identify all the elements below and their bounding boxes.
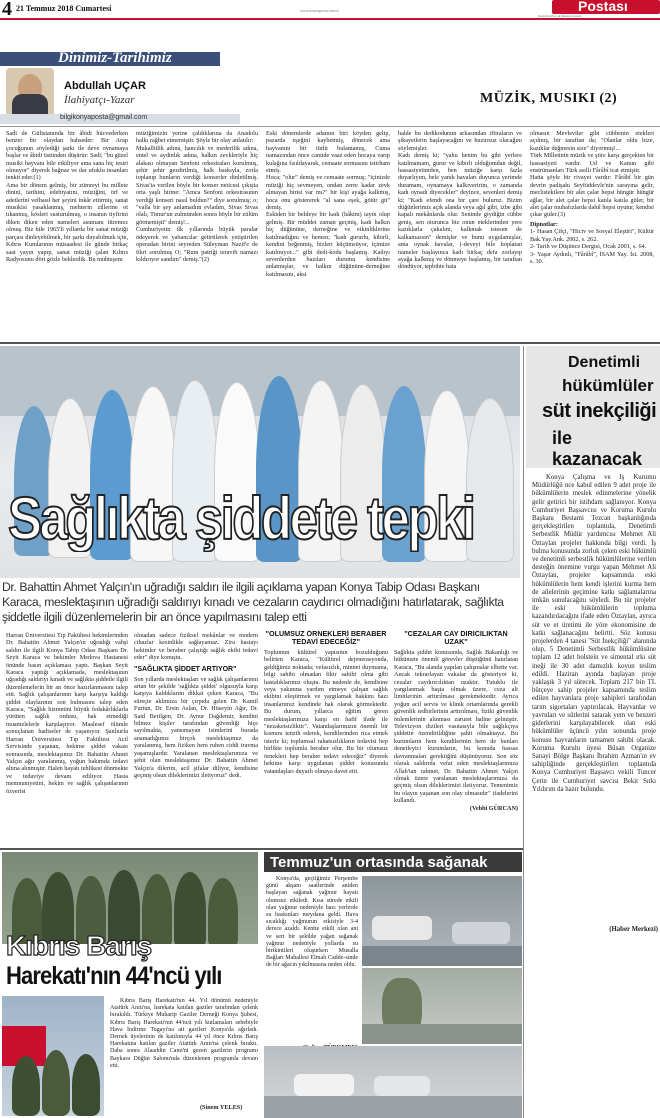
prison-byline: (Haber Merkezi): [609, 926, 658, 933]
brand-name: Postası: [578, 0, 628, 14]
column-text-1: Sadi de Gülistanında bir âbidi hücvederken benzer bir olaydan bahseder: Bir Arap çocuğunun söylediği şarkı ile deve oynamaya başlar ve âbidi üstünden düşürür: Sadi; "bu güzel musiki hayvanı bile etkiliyor ama sana hiç tesiri olmuyor" diyerek bağnaz ve dar ufuklu insanları tenkit eder.(1) Ama bir dönem gelmiş, bir zümreyi bu millete dinini, tarihini, edebiyatını, müziğini, örf ve adetlerini velhasıl her şeyini inkâr ettirmiş, sanat musikisi yasaklanmış, mehterin zillerine ot tıkanmış, kösleri susturulmuş, o insanın tiyfirini diken diken eden nameleri asumanı titremez olmuş. Biz bile 1965'li yıllarda bir sanat müziği parçası dinleyebilmek, bir şarkı duyabilmek için, Kıbrıs Kumlarının müsaadesi ile günde birkaç saat yayın yapıp, sanat müziği çalan Kıbrıs Radyosunu dört gözle beklerdik. Bu muhteşem: [6, 130, 128, 263]
header-date: 21 Temmuz 2018 Cumartesi: [16, 4, 112, 13]
health-col4: [394, 630, 518, 846]
author-email[interactable]: bilgikonyaposta@gmail.com: [60, 114, 148, 121]
brand-prefix: Konya'nın En Çok Okunan Gazetesi: [538, 14, 582, 18]
column-text-3: Eski dönemlerde adamın biri köyden gelip, pazarda eşeğini kaybetmiş, dönecek ama hayvanını bir türlü bulamamış, Cuma namazından önce camide vaaz eden hocaya varıp kulağına fısıldayarak, cemaate sormasını istirham etmiş. Hoca; "olur" demiş ve cemaate sormuş; "içinizde müziği hiç sevmeyen, ondan zerre kadar zevk almayan birisi var mı?" bir kişi ayağa kalkmış, hoca onu göstererek "al sana eşek, götür git" demiş. Eskiden bir beldeye bir kadı (hâkim) tayin olup gelmiş. Bir müddet zaman geçmiş, kadı halkın hiç düğününe, derneğine ve etkinliklerine katılmadığını ve hemen; "kadı gururlu, kibirli, kendini beğenmiş, bizleri küçümsüyor, içimize katılmıyor..." gibi dedi-kodu başlamış. Kadıyı sevenlerden bazıları durumu kendisine anlatmışlar, ve halkın düğününe-derneğine katılmasını, aksi: [266, 130, 390, 278]
source-item: 1- Hasan Çifçi, "Hiciv ve Sosyal Eleştiri", Kültür Bak.Yay.Ank. 2002, s. 262.: [530, 228, 654, 243]
rain-text: Konya'da, geçtiğimiz Perşembe günü akşam saatlerinde aniden başlayan sağanak yağmur hayatı olumsuz etkiledi. Kısa sürede etkili olan yağmur nedeniyle bazı yerlerde su baskınları meydana geldi. Hava sıcaklığı yağmurun etkisiyle 3-4 derece azaldı. Kentte etkili olan ani ve sert bir şekilde yağan sağanak yağmur nedeniyle yollarda su birikintileri oluşurken Musalla Bağları Mahallesi Elmalı Cadde-sinde de bir ağacın yıkılmasına neden oldu.: [266, 876, 358, 969]
prison-headline-2: hükümlüler: [562, 376, 654, 395]
rain-headline: Temmuz'un ortasında sağanak: [270, 854, 488, 871]
rain-photo-3: [264, 1046, 522, 1118]
health-text-1: Harran Üniversitesi Tıp Fakültesi hekimlerinden Dr. Bahattin Ahmet Yalçın'ın uğradığı vahşi saldırı ile ilgili Konya Tabip Odası Başkanı Dr. Seyit Karaca ve hekimler Medova Hastanesi önünde basın açıklaması yaptı. Başkan Seyit Karaca yaptığı açıklamada, meslektaşının uğradığı saldırıyı kınadı ve sağlıkta şiddetle ilgili düzenlemelerin bir an önce hazırlanmasını talep etti. Sağlık çalışanlarının karşı karşıya kaldığı şiddet olaylarının son bulmasını talep eden Karaca, "Sağlık hizmetini büyük fedakârlıklarla yürüten sağlık ordusu, hak etmediği muamelelerle karşılaşıyor. Maalesef ölümle sonuçlanan hadiseler de yaşanıyor. Şanlıurfa Harran Üniversitesi Tıp Fakültesi Acil Servisinde yaşanan, hekime şiddet vakası sonrasında, meslektaşımız Dr. Bahattin Ahmet Yalçın ağır yaralanmış, yoğun bakımda tedavi altına alınmıştır. Halen hayatı tehlikesi dönmekte ve tedaviye devam ediliyor. Hasta memnuniyetini, hekim ve sağlık çalışanlarının özverisi: [6, 632, 128, 795]
author-photo: [6, 68, 54, 116]
column-section-title: Dinimiz-Tarihimiz: [58, 50, 172, 66]
column-text-2: müziğimizin yerine çaldıklarına da Anadolu halkı rağbet etmemiştir. Şöyle bir olay anlatılır: Mukallitlik adına, hancılık ve mederilik adına, entel ve aydınlık adına, halkın zevkleriyle hiç alakası olmayan Senfoni orkestraları kurulmuş, şehir şehir gezdirilmiş, halk baskıyla, zorla toplanıp bunların verdiği konserler dinletilmiş. Sivas'ta verilen böyle bir konser neticesi çıkışta orta yaşlı birine: "Amca Senfoni orkestrasının verdiği konseri nasıl buldun?" diye sorulmuş; o; "valla bir şey anlamadım evladım, Sivas Sivas olalı, Timur'un zulmünden sonra böyle bir zülüm görmemişti" demiş!... Cumhuriyetin ilk yıllarında büyük paralar ödeyerek ve yabancılar getirtilerek yetiştirilen operadan birini seyreden Süleyman Nazif'e de fikri sorulmuş O; "Rum patriği teravih namazı kıldırıyor sandım" demiş."(2): [136, 130, 258, 263]
prison-headline-3: süt inekçiliği: [542, 400, 657, 422]
health-text-3: Toplumun kültürel yapısının bozulduğunu belirten Karaca, "Kültürel dejenerasyonda, geldiğimiz noktada; vefasızlık, minnet duymama, bilgi sahibi olmadan fikir sahibi olma gibi hastalıklarımız oluştu. Bu nedenle de, kendisine veya yakınına yardım etmeye çalışan sağlık ekibini eleştirmek ve yargılamak hakkını bazı insanlarımız kendinde hak olarak görmektedir. Bu durum, yıllarca eğitim gören meslektaşlarımıza karşı en hafif ifade ile "nezaketsizliktir". Vatandaşlarımızın önemli bir kısmını tenzih ederek, kendilerinden rica etmek isteriz ki; toplumsal rahatsızlıkların tedavisi hep birlikte toplumla beraber olur. Bu bir olumsuz örnekleri hep beraber tedavi edeceğiz" diyerek hekime karşı uygulanan şiddet konusunda vatandaşları duyarlı olmaya davet etti.: [264, 649, 388, 775]
cyprus-photo-bottom: [2, 996, 104, 1116]
column-text-5: olmasın Mevleviler gibi cübbenin etekleri açılmış, bir taraftan da; "Olanlar oldu bize, kazıklar değmesin size" diyormuş!... Türk Milletinin müzik ve şiire karşı gerçekten bir hassasiyeti vardır. Ud ve Kanun gibi enstrümanları Türk asıllı Fârâbî icat etmiştir. Hatta şöyle bir rivayet vardır: Fârâbî bir gün devrin padişahı Seyfüddevle'nin sarayına gelir, meclistekilere bir alet çalar hepsi hüngür hüngür ağlar, bir alet çalar hepsi katıla katıla güler, bir alet çalar muhafızlarda dahil hepsi uyutur, kendisi çıkar gider.(3): [530, 130, 654, 219]
health-subhead-2: "OLUMSUZ ÖRNEKLERİ BERABER TEDAVİ EDECEĞİZ": [265, 630, 387, 646]
page-header: [0, 0, 660, 20]
header-url: www.konyaposta.com.tr: [300, 8, 339, 13]
page-number: 4: [2, 0, 12, 20]
column-col5: [530, 130, 654, 338]
cyprus-headline-2: Harekatı'nın 44'ncü yılı: [6, 962, 222, 990]
cyprus-text: Kıbrıs Barış Harekatı'nın 44. Yıl dönümü nedeniyle Atatürk Anıtı'na, harekata katılan gaziler tarafından çelenk bırakıldı. Türkiye Muharip Gaziler Derneği Konya Şubesi, Kıbrıs Barış Harekatı'nın 44'ncü yılı kutlamaları sebebiyle Hava İndirme Tugayı'na ait gazileri Konya'da ağırladı. Dernek üyelerinin de katılımıyla 44 yıl önce Kıbrıs Barış Harekatına katılan gaziler Atatürk Anıtı'na çelenk bıraktı. Daha sonra Alaaddin Cami'ni gezen gazilerin programı Baykara Düğün Salonu'nda düzenlenen programla devam etti.: [110, 998, 258, 1069]
column-text-4: halde bu dedikodunun arkasından iftiraların ve şikayetlerin başlayacağını ve huzursuz olacağını söylemişler. Kadı demiş ki; "yahu benim bu gibi yerlere katılmamam, gurur ve kibirli olduğumdan değil, hassasiyetimden, ben müziğe karşı fazla duyarlıyım, hele yanık havaları duyunca yerimde duramam, oynamaya kalkıveririm, o zamanda kadı oynadı diyecekler" deyince, sevenleri demiş ki; "Kadı efendi ona bir çare buluruz. Bizim düğünlerimiz açık alanda veya ağıl gibi, izbe gibi kapalı mekânlarda olur. Seninde giydiğin cübbe geniş, sen oturunca biz onun eteklerinden yere kazıklarla çakalım, kalkmak istesen de kalkamazsın" demişler ve bunu uygulamışlar, ama oynak havalar, (-deveyi bile hoplatan nameler başlayınca kadı birkaç defa zorlayıp ayağa kalkmış ve dönmeye başlamış, bir taraftan döndüyor, tepbihte hata: [398, 130, 522, 271]
cyprus-headline-1: Kıbrıs Barış: [6, 930, 152, 961]
health-col2: [134, 632, 258, 846]
rain-photo-2: [362, 968, 522, 1044]
sources-title: Dipnotlar:: [530, 220, 558, 228]
cyprus-byline: (Sinem YELES): [200, 1104, 243, 1111]
column-headline: MÜZİK, MUSIKI (2): [480, 91, 618, 106]
health-subhead-1: "SAĞLIKTA ŞİDDET ARTIYOR": [134, 665, 237, 673]
health-deck: Dr. Bahattin Ahmet Yalçın'ın uğradığı saldırı ile ilgili açıklama yapan Konya Tabip Odası Başkanı Karaca, meslektaşının uğradığı saldırıyı kınadı ve cezaların caydırıcı olmadığını hatırlatarak, sağlıkta şiddetle ilgili düzenlemelerin bir an önce yapılmasını talep etti: [2, 580, 504, 624]
health-byline: (Vehbi GÜRCAN): [469, 804, 518, 812]
prison-text: Konya Çalışma ve İş Kurumu Müdürlüğü nce kabul edilen 9 adet proje ile hükümlülerin meslek edinmelerine yönelik gelir getirici bir istihdam sağlanıyor. Konya Cumhuriyet Başsavcısı ve Koruma Kurulu Başkanı Bestami Tezcan başkanlığında gerçekleştirilen toplantıda, Denetimli Serbestlik Müdür yardımcısı Mehmet Ali Öztaylan projeler hakkında bilgi verdi. İş bulma konusunda zorluk çeken eski hükümlü ve denetimli serbestlik hükümlülerine verilen desteğin önemine vurgu yapan Mehmet Ali Öztaylan, projeler kapsamında eski hükümlülerin hem kendi işlerini kurma hem de ailelerinin geçimine katkı sağlamalarına imkân sunulacağını söyledi. Bu tür projeler ile eski hükümlülerin topluma kazandırılacağını ifade eden Öztaylan, ayrıca süt ve et üretimi ile yöre ekonomisine de katkı sağlanacağını belirtti. Söz konusu projelerden 4 tanesi "Süt İnekçiliği" alanında olup, 5 Denetimli Serbestlik hükümlüsüne toplam 12 adet holstein ve simental ırkı süt ineği ile 30 adet damızlık koyun teslim edildi. Haziran ayında başlayan proje yaklaşık 3 yıl sürecek. Toplam 217 bin TL bütçeye sahip projeler kapsamında teslim edilen hayvanlara proje sahipleri tarafından tarım sigortaları yaptırılacak. Hayvanlar ve yavruları ve sütlerini satarak yem ve benzeri giderlerini karşılayabilecek olan eski hükümlüler üçüncü yılın sonunda proje konusu hayvanların tamamen sahibi olacak. Koruma Kurulu üyesi Büsan Organize Sanayi Bölge Başkanı İbrahim Azman'ın ev sahipliğinde gerçekleştirilen toplantıda Konya Cumhuriyet Başsavcı vekili Tuncer Çetin ile Cumhuriyet savcısı Bekir Sıtkı Yıldırım da hazır bulundu.: [532, 474, 656, 793]
health-text-2a: olmadan sadece fiziksel mekânlar ve modern cihazlar kesinlikle sağlayamaz. Zira hastayı hekimler ve beraber çalıştığı sağlık ekibi tedavi eder" diye konuştu.: [134, 632, 258, 662]
health-text-2b: Son yıllarda meslektaşları ve sağlık çalışanlarının artan bir şekilde 'sağlıkta şiddet' olgusuyla karşı karşıya kaldıklarını dikkat çeken Karaca, "Bu süreçte aklımıza bir çırpıda gelen Dr. Kamil Furtun, Dr. Ersin Aslan, Dr. Hüseyin Ağır, Dr. Said Berilgen, Dr. Aynur Dağdemir, kendini bilmez kişiler tarafından güvenliği hiçe sayılmakta, yansımayan isimlerini burada anamadığımız birçok meslektaşımız da yaralanmış, hem fiziken hem ruhen ciddi travma yaşamışlardır. Yaralanan meslektaşlarımıza ve şehit olan meslektaşımız Dr. Bahattin Ahmet Yalçın'a dilerim, acil şifalar diliyor, kendisine geçmiş olsun dileklerimizi iletiyoruz" dedi.: [134, 675, 258, 779]
health-headline: Sağlıkta şiddete tepki: [8, 485, 474, 552]
source-item: 2- Tarih ve Düşünce Dergisi, Ocak 2001, s. 64.: [530, 243, 647, 251]
source-item: 3- Yaşar Aydınlı, "Fârâbî", İSAM Yay. İst. 2008, s. 30.: [530, 250, 654, 265]
rain-photo-1: [362, 876, 522, 966]
health-text-4: Sağlıkta şiddet konusunda, Sağlık Bakanlığı ve hükümete önemli görevler düştüğünü hatırlatan Karaca, "Bu alanda yapılan çalışmalar elbette var. Ancak tekrarlayan vakalar da gösteriyor ki, cezalar caydırıcılıktan uzaktır. Tutuklu ile yargılanmak başta olmak üzere, ceza alt limitlerinin arttırılması gerekmektedir. Ayrıca yoğun acil servis ve klinik ortamlarında gerekli güvenlik tedbirlerinin arttırılması, fiziki güvenlik önlemlerinin alınması zaruret haline gelmiştir. Televizyon dizileri vasıtasıyla bile sağlıkçıya şiddetin özendirildiğine şahit olmaktayız. Bu kurumların hem kendilerinin hem de bunları denetleyici kurumların, bu konuda hassas davranmaları gerektiğini düşünüyoruz. Son söz olarak saldırıda vefat eden meslektaşlarımıza Allah'tan rahmet, Dr. Bahattin Ahmet Yalçın olmak üzere yaralanan meslektaşlarımıza da geçmiş olsun dileklerimizi iletiyoruz. Temenimiz bu olayın yaşanan son olay olmasıdır" ifadelerini kullandı.: [394, 649, 518, 805]
author-name: Abdullah UÇAR: [64, 80, 146, 92]
health-col3: [264, 630, 388, 846]
prison-headline-1: Denetimli: [568, 354, 641, 371]
author-role: İlahiyatçı-Yazar: [64, 94, 135, 106]
prison-headline-4: ile kazanacak: [552, 428, 643, 469]
health-subhead-3: "CEZALAR CAY DIRICILIKTAN UZAK": [404, 630, 508, 646]
